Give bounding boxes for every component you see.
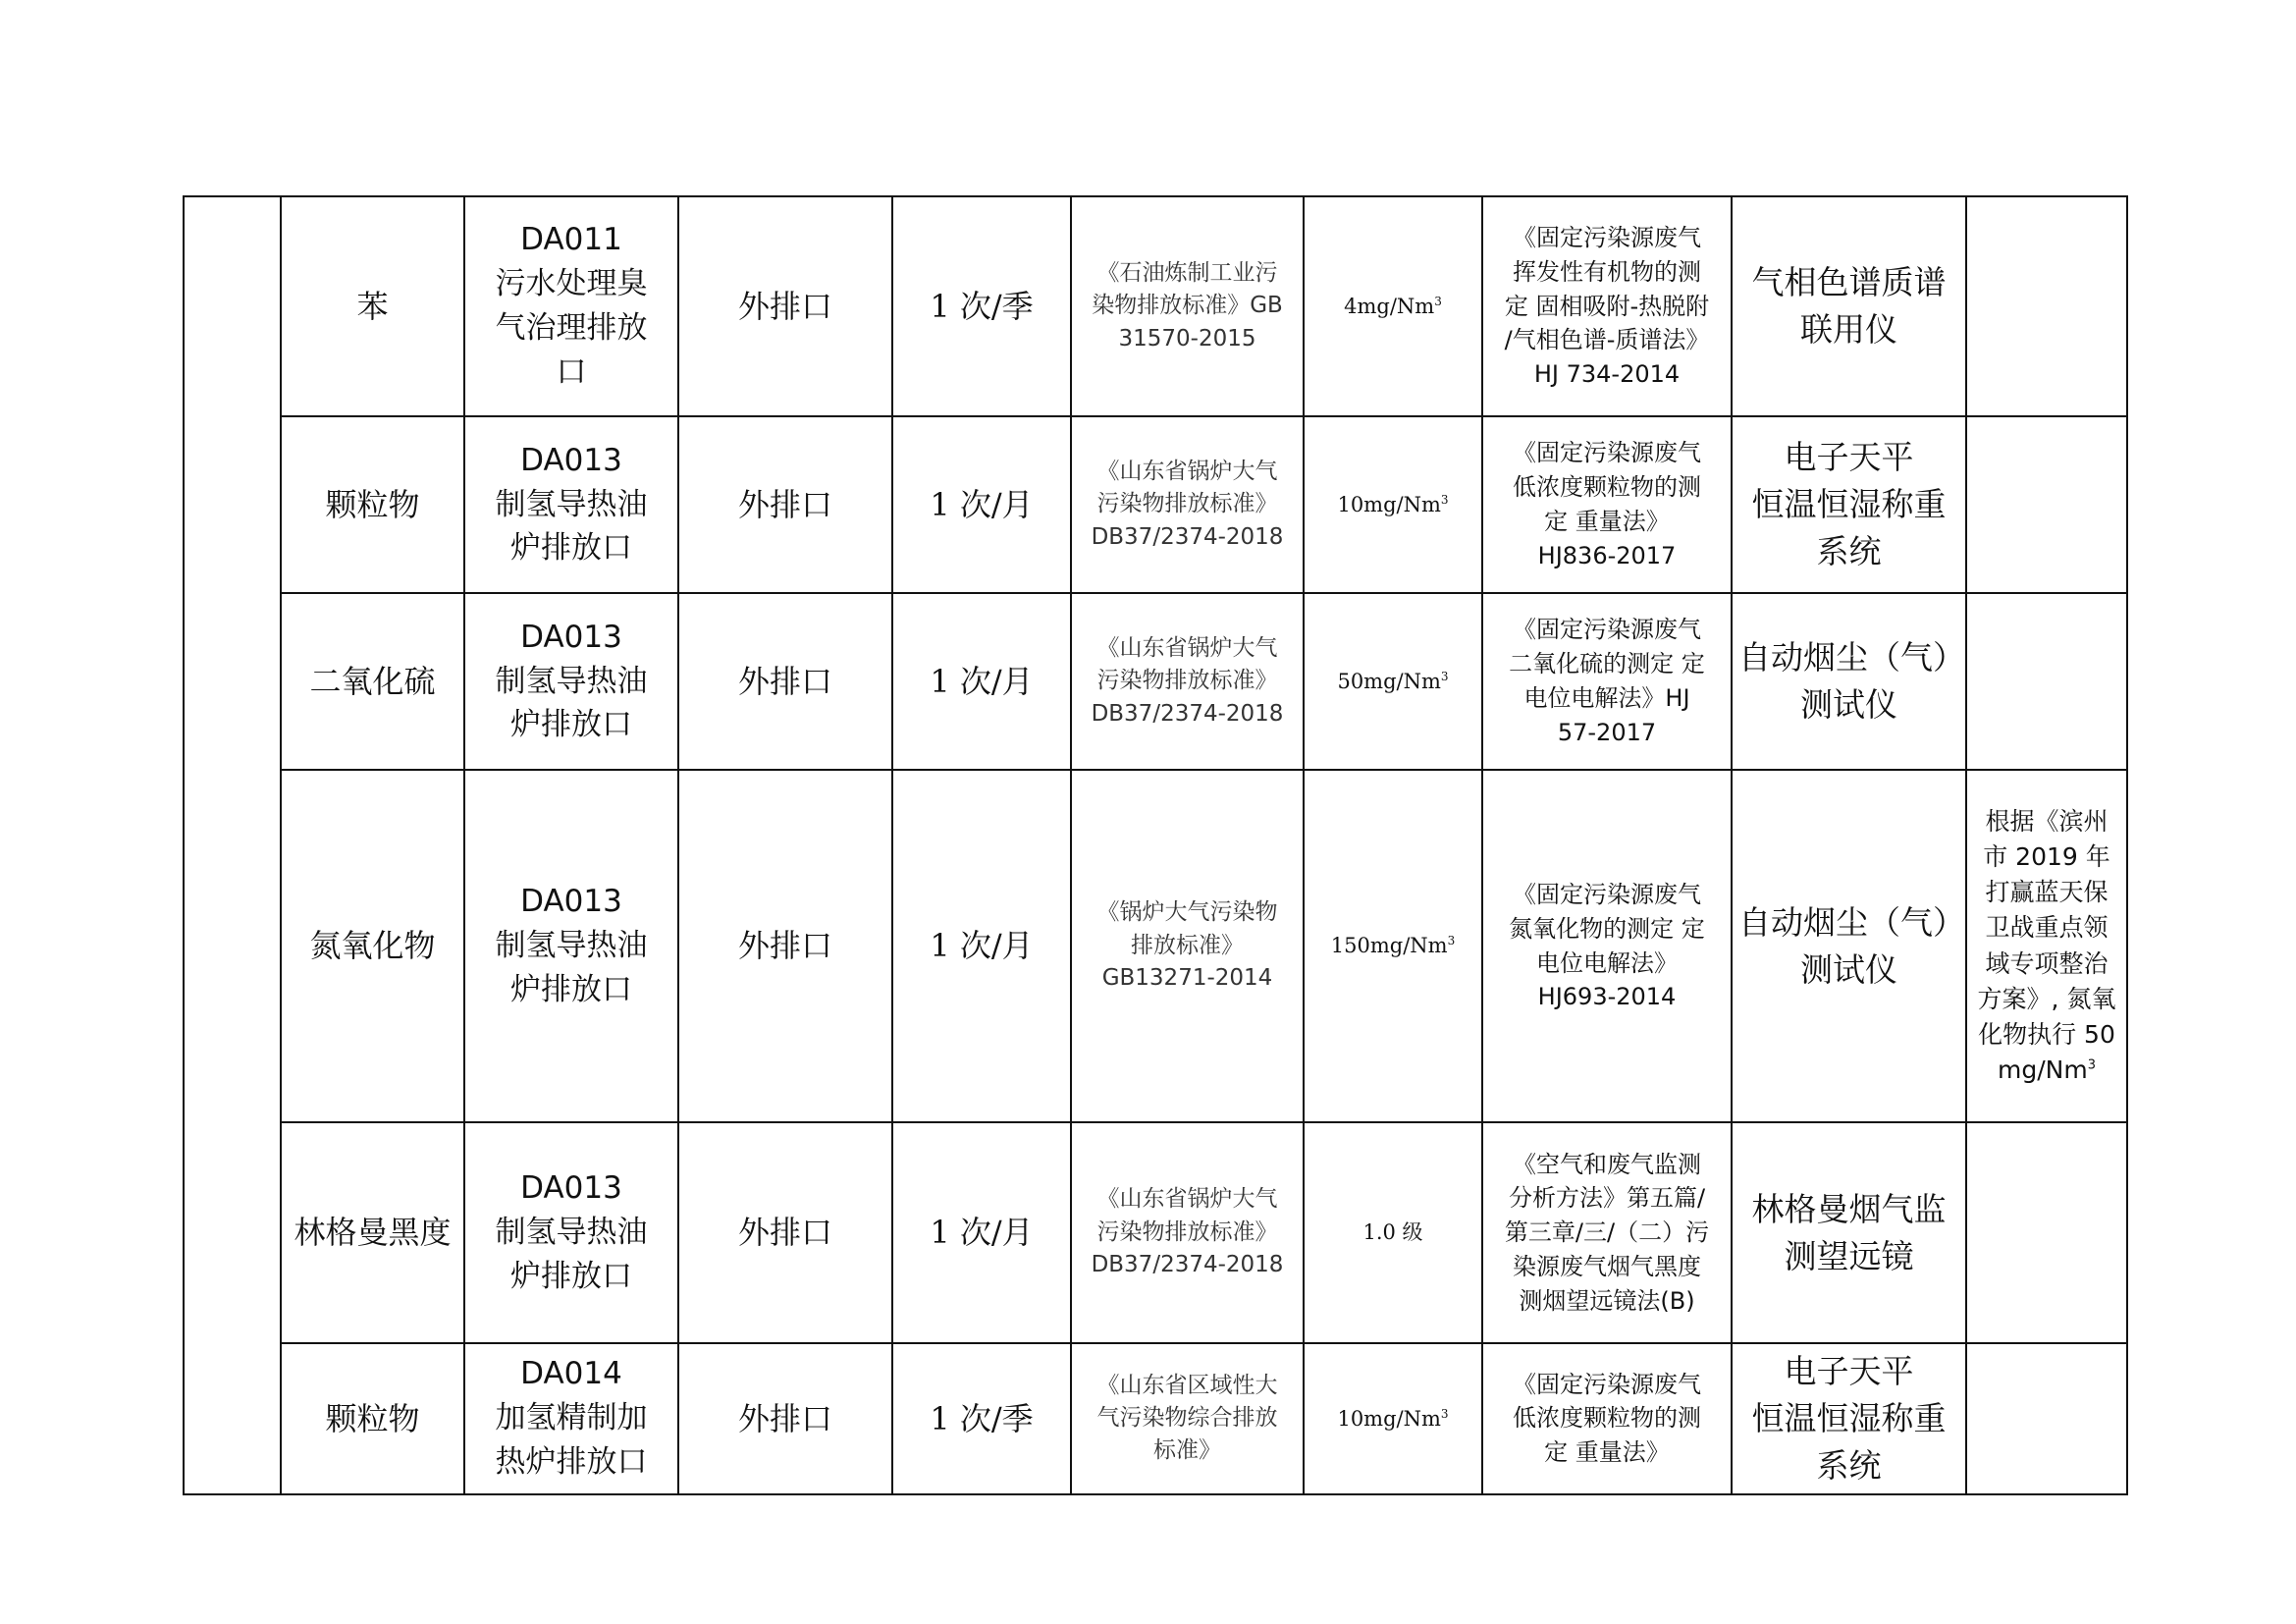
pollutant-item-cell [281, 593, 464, 770]
outlet-line: 气治理排放 [495, 310, 648, 346]
standard-line: DB37/2374-2018 [1091, 523, 1284, 550]
standard-line: 《山东省区域性大 [1096, 1372, 1278, 1398]
outlet-line: 口 [556, 353, 587, 390]
method-line: HJ836-2017 [1537, 541, 1677, 569]
outlet-line: 污水处理臭 [495, 266, 648, 302]
unit-superscript: 3 [1440, 1406, 1449, 1421]
instrument-cell [1732, 416, 1966, 593]
outlet-type-text: 外排口 [737, 485, 832, 523]
instrument-line: 林格曼烟气监 [1751, 1189, 1947, 1228]
limit-cell [1304, 196, 1482, 416]
method-line: 氮氧化物的测定 定 [1509, 914, 1705, 943]
limit-cell [1304, 593, 1482, 770]
table-row [184, 1343, 2127, 1494]
table-body [184, 196, 2127, 1494]
outlet-cell [464, 1343, 678, 1494]
standard-line: 染物排放标准》GB [1092, 293, 1283, 319]
instrument-line: 测试仪 [1800, 685, 1897, 724]
standard-cell [1071, 593, 1304, 770]
method-line: 《固定污染源废气 [1513, 880, 1701, 908]
note-cell [1966, 1343, 2127, 1494]
limit-cell [1304, 770, 1482, 1122]
method-line: HJ693-2014 [1537, 983, 1677, 1011]
frequency-cell [892, 593, 1071, 770]
limit-text: 1.0 级 [1362, 1220, 1423, 1245]
outlet-line: 加氢精制加 [495, 1400, 648, 1436]
standard-cell [1071, 1122, 1304, 1343]
method-line: 挥发性有机物的测 [1513, 257, 1701, 286]
outlet-line: 制氢导热油 [495, 663, 648, 699]
note-line: 根据《滨州 [1985, 806, 2109, 836]
frequency-text: 1 次/月 [930, 485, 1034, 523]
method-line: 测烟望远镜法(B) [1519, 1286, 1695, 1315]
standard-cell [1071, 416, 1304, 593]
note-line: 市 2019 年 [1983, 841, 2110, 871]
pollutant-item-text: 二氧化硫 [309, 662, 436, 700]
method-line: 定 重量法》 [1544, 508, 1670, 535]
standard-line: 《山东省锅炉大气 [1096, 458, 1278, 484]
outlet-type-text: 外排口 [737, 1399, 832, 1437]
outlet-line: DA013 [520, 619, 622, 655]
outlet-line: DA013 [520, 442, 622, 478]
standard-cell [1071, 770, 1304, 1122]
note-line: 卫战重点领 [1985, 913, 2109, 943]
outlet-type-cell [678, 196, 892, 416]
pollutant-item-cell [281, 196, 464, 416]
outlet-cell [464, 1122, 678, 1343]
note-line: 打赢蓝天保 [1985, 878, 2109, 906]
standard-line: GB13271-2014 [1101, 965, 1273, 992]
standard-line: DB37/2374-2018 [1091, 700, 1284, 727]
frequency-cell [892, 1343, 1071, 1494]
standard-cell [1071, 196, 1304, 416]
method-line: 染源废气烟气黑度 [1513, 1252, 1701, 1280]
instrument-line: 自动烟尘（气） [1738, 638, 1965, 677]
method-cell [1482, 770, 1732, 1122]
outlet-line: 炉排放口 [510, 971, 632, 1007]
instrument-line: 自动烟尘（气） [1738, 902, 1965, 942]
pollutant-item-cell [281, 1122, 464, 1343]
method-cell [1482, 1122, 1732, 1343]
frequency-cell [892, 1122, 1071, 1343]
method-line: 低浓度颗粒物的测 [1513, 1404, 1701, 1433]
method-line: 分析方法》第五篇/ [1508, 1184, 1706, 1213]
method-cell [1482, 416, 1732, 593]
note-cell [1966, 593, 2127, 770]
outlet-line: DA013 [520, 1170, 622, 1207]
instrument-cell [1732, 1343, 1966, 1494]
limit-text: 4mg/Nm [1344, 294, 1435, 318]
method-line: 《固定污染源废气 [1513, 616, 1701, 644]
method-line: 第三章/三/（二）污 [1504, 1218, 1710, 1247]
unit-superscript: 3 [1447, 934, 1456, 948]
standard-line: 污染物排放标准》 [1096, 668, 1278, 694]
outlet-type-cell [678, 416, 892, 593]
outlet-cell [464, 593, 678, 770]
outlet-type-text: 外排口 [737, 287, 832, 325]
standard-cell [1071, 1343, 1304, 1494]
method-line: 57-2017 [1557, 718, 1657, 746]
instrument-line: 恒温恒湿称重 [1751, 485, 1947, 524]
note-cell [1966, 1122, 2127, 1343]
method-line: 定 固相吸附-热脱附 [1504, 292, 1710, 320]
method-line: 《固定污染源废气 [1513, 439, 1701, 467]
table-row [184, 770, 2127, 1122]
method-line: 电位电解法》 [1536, 948, 1678, 977]
note-cell [1966, 770, 2127, 1122]
frequency-text: 1 次/月 [930, 927, 1034, 965]
instrument-line: 联用仪 [1800, 310, 1897, 349]
outlet-line: DA014 [520, 1356, 622, 1392]
method-line: /气相色谱-质谱法》 [1504, 326, 1710, 354]
note-cell [1966, 196, 2127, 416]
frequency-text: 1 次/月 [930, 662, 1034, 700]
instrument-line: 恒温恒湿称重 [1751, 1398, 1947, 1437]
method-cell [1482, 1343, 1732, 1494]
method-line: 定 重量法》 [1544, 1438, 1670, 1467]
outlet-line: 炉排放口 [510, 707, 632, 743]
limit-text: 10mg/Nm [1337, 492, 1441, 516]
instrument-line: 测望远镜 [1784, 1236, 1914, 1275]
limit-text: 50mg/Nm [1337, 669, 1441, 693]
outlet-line: 制氢导热油 [495, 928, 648, 964]
category-cell [184, 196, 281, 1494]
outlet-type-text: 外排口 [737, 662, 832, 700]
method-line: 《空气和废气监测 [1513, 1150, 1701, 1178]
frequency-text: 1 次/季 [930, 1399, 1034, 1437]
frequency-cell [892, 770, 1071, 1122]
method-cell [1482, 593, 1732, 770]
note-line: mg/Nm$^3$ [1998, 1056, 2096, 1085]
outlet-type-cell [678, 593, 892, 770]
instrument-cell [1732, 593, 1966, 770]
standard-line: 标准》 [1153, 1437, 1221, 1464]
limit-text: 150mg/Nm [1330, 934, 1448, 958]
outlet-type-text: 外排口 [737, 927, 832, 965]
outlet-cell [464, 416, 678, 593]
unit-superscript: 3 [1440, 669, 1449, 683]
instrument-line: 系统 [1816, 1445, 1882, 1485]
table-row [184, 593, 2127, 770]
monitoring-table [183, 195, 2128, 1495]
outlet-line: DA011 [520, 222, 622, 258]
method-line: 二氧化硫的测定 定 [1509, 650, 1705, 678]
instrument-cell [1732, 196, 1966, 416]
frequency-text: 1 次/月 [930, 1214, 1034, 1252]
frequency-cell [892, 416, 1071, 593]
outlet-cell [464, 770, 678, 1122]
pollutant-item-cell [281, 416, 464, 593]
unit-superscript: 3 [1440, 492, 1449, 507]
outlet-type-cell [678, 1122, 892, 1343]
instrument-line: 气相色谱质谱 [1751, 263, 1947, 302]
outlet-type-text: 外排口 [737, 1214, 832, 1252]
method-line: HJ 734-2014 [1533, 360, 1681, 389]
limit-cell [1304, 1122, 1482, 1343]
method-line: 低浓度颗粒物的测 [1513, 473, 1701, 502]
instrument-cell [1732, 770, 1966, 1122]
standard-line: 气污染物综合排放 [1096, 1405, 1278, 1432]
method-line: 电位电解法》HJ [1523, 684, 1690, 712]
standard-line: 污染物排放标准》 [1096, 491, 1278, 517]
frequency-text: 1 次/季 [930, 287, 1034, 325]
instrument-line: 系统 [1816, 531, 1882, 570]
unit-superscript: 3 [2087, 1057, 2096, 1073]
limit-cell [1304, 1343, 1482, 1494]
standard-line: 《山东省锅炉大气 [1096, 634, 1278, 661]
note-line: 域专项整治 [1985, 948, 2109, 978]
table-row [184, 416, 2127, 593]
note-line: 化物执行 50 [1978, 1020, 2115, 1049]
standard-line: 污染物排放标准》 [1096, 1218, 1278, 1245]
outlet-line: 炉排放口 [510, 1258, 632, 1294]
pollutant-item-cell [281, 770, 464, 1122]
standard-line: 31570-2015 [1118, 325, 1256, 352]
standard-line: 《石油炼制工业污 [1096, 259, 1278, 286]
note-cell [1966, 416, 2127, 593]
pollutant-item-text: 氮氧化物 [309, 927, 436, 965]
standard-line: 排放标准》 [1131, 932, 1244, 958]
note-line: 方案》, 氮氧 [1977, 984, 2116, 1013]
instrument-line: 电子天平 [1784, 438, 1914, 477]
unit-superscript: 3 [1434, 294, 1442, 308]
outlet-line: 炉排放口 [510, 530, 632, 567]
table-row [184, 1122, 2127, 1343]
outlet-line: DA013 [520, 884, 622, 920]
instrument-line: 电子天平 [1784, 1352, 1914, 1390]
outlet-line: 制氢导热油 [495, 486, 648, 522]
standard-line: DB37/2374-2018 [1091, 1252, 1284, 1278]
pollutant-item-text: 苯 [356, 287, 389, 325]
pollutant-item-text: 颗粒物 [325, 485, 420, 523]
outlet-type-cell [678, 1343, 892, 1494]
frequency-cell [892, 196, 1071, 416]
limit-text: 10mg/Nm [1337, 1406, 1441, 1431]
instrument-cell [1732, 1122, 1966, 1343]
standard-line: 《山东省锅炉大气 [1096, 1186, 1278, 1213]
outlet-line: 制氢导热油 [495, 1215, 648, 1251]
table-row [184, 196, 2127, 416]
standard-line: 《锅炉大气污染物 [1096, 899, 1278, 926]
method-line: 《固定污染源废气 [1513, 1370, 1701, 1398]
instrument-line: 测试仪 [1800, 949, 1897, 989]
pollutant-item-cell [281, 1343, 464, 1494]
limit-cell [1304, 416, 1482, 593]
outlet-cell [464, 196, 678, 416]
method-line: 《固定污染源废气 [1513, 224, 1701, 251]
method-cell [1482, 196, 1732, 416]
pollutant-item-text: 林格曼黑度 [294, 1214, 452, 1252]
outlet-line: 热炉排放口 [495, 1444, 648, 1481]
pollutant-item-text: 颗粒物 [325, 1399, 420, 1437]
outlet-type-cell [678, 770, 892, 1122]
